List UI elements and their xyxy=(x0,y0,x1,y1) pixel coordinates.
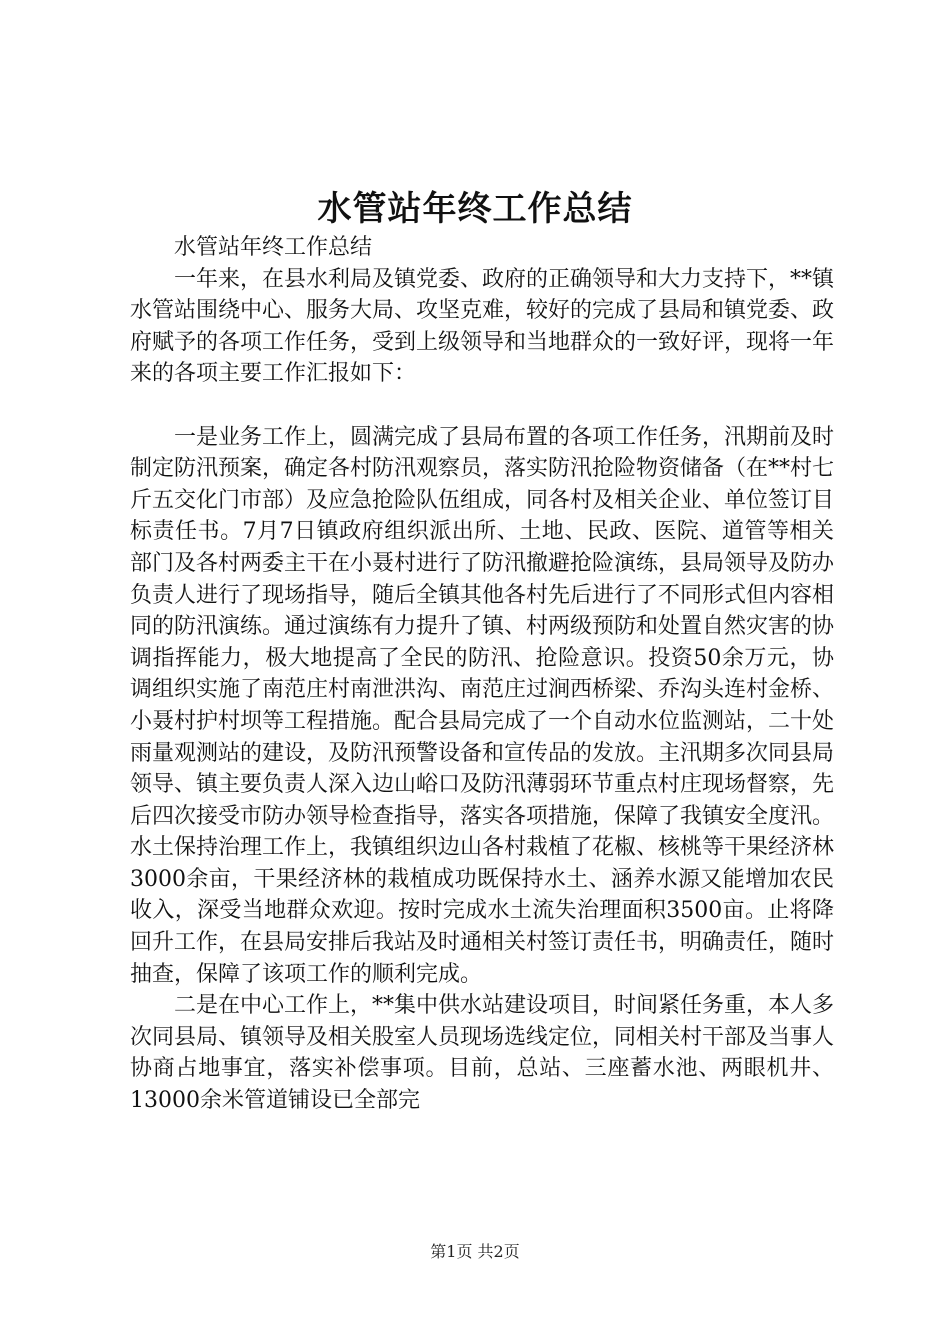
document-body xyxy=(130,232,834,1117)
page-number-footer: 第1页 共2页 xyxy=(430,1242,520,1261)
paragraph-intro: 一年来，在县水利局及镇党委、政府的正确领导和大力支持下，**镇水管站围绕中心、服务大局、攻坚克难，较好的完成了县局和镇党委、政府赋予的各项工作任务，受到上级领导和当地群众的一致好评，现将一年来的各项主要工作汇报如下： xyxy=(130,266,835,387)
document-subtitle: 水管站年终工作总结 xyxy=(174,235,373,260)
paragraph-central-work: 二是在中心工作上，**集中供水站建设项目，时间紧任务重，本人多次同县局、镇领导及相关股室人员现场选线定位，同相关村干部及当事人协商占地事宜，落实补偿事项。目前，总站、三座蓄水池、两眼机井、13000余米管道铺设已全部完 xyxy=(130,993,835,1114)
paragraph-business-work: 一是业务工作上，圆满完成了县局布置的各项工作任务，汛期前及时制定防汛预案，确定各村防汛观察员，落实防汛抢险物资储备（在**村七斤五交化门市部）及应急抢险队伍组成，同各村及相关企业、单位签订目标责任书。7月7日镇政府组织派出所、土地、民政、医院、道管等相关部门及各村两委主干在小聂村进行了防汛撤避抢险演练，县局领导及防办负责人进行了现场指导，随后全镇其他各村先后进行了不同形式但内容相同的防汛演练。通过演练有力提升了镇、村两级预防和处置自然灾害的协调指挥能力，极大地提高了全民的防汛、抢险意识。投资50余万元，协调组织实施了南范庄村南泄洪沟、南范庄过涧西桥梁、乔沟头连村金桥、小聂村护村坝等工程措施。配合县局完成了一个自动水位监测站，二十处雨量观测站的建设，及防汛预警设备和宣传品的发放。主汛期多次同县局领导、镇主要负责人深入边山峪口及防汛薄弱环节重点村庄现场督察，先后四次接受市防办领导检查指导，落实各项措施，保障了我镇安全度汛。水土保持治理工作上，我镇组织边山各村栽植了花椒、核桃等干果经济林3000余亩，干果经济林的栽植成功既保持水土、涵养水源又能增加农民收入，深受当地群众欢迎。按时完成水土流失治理面积3500亩。止将降回升工作，在县局安排后我站及时通相关村签订责任书，明确责任，随时抽查，保障了该项工作的顺利完成。 xyxy=(130,424,835,987)
document-title: 水管站年终工作总结 xyxy=(317,189,633,229)
